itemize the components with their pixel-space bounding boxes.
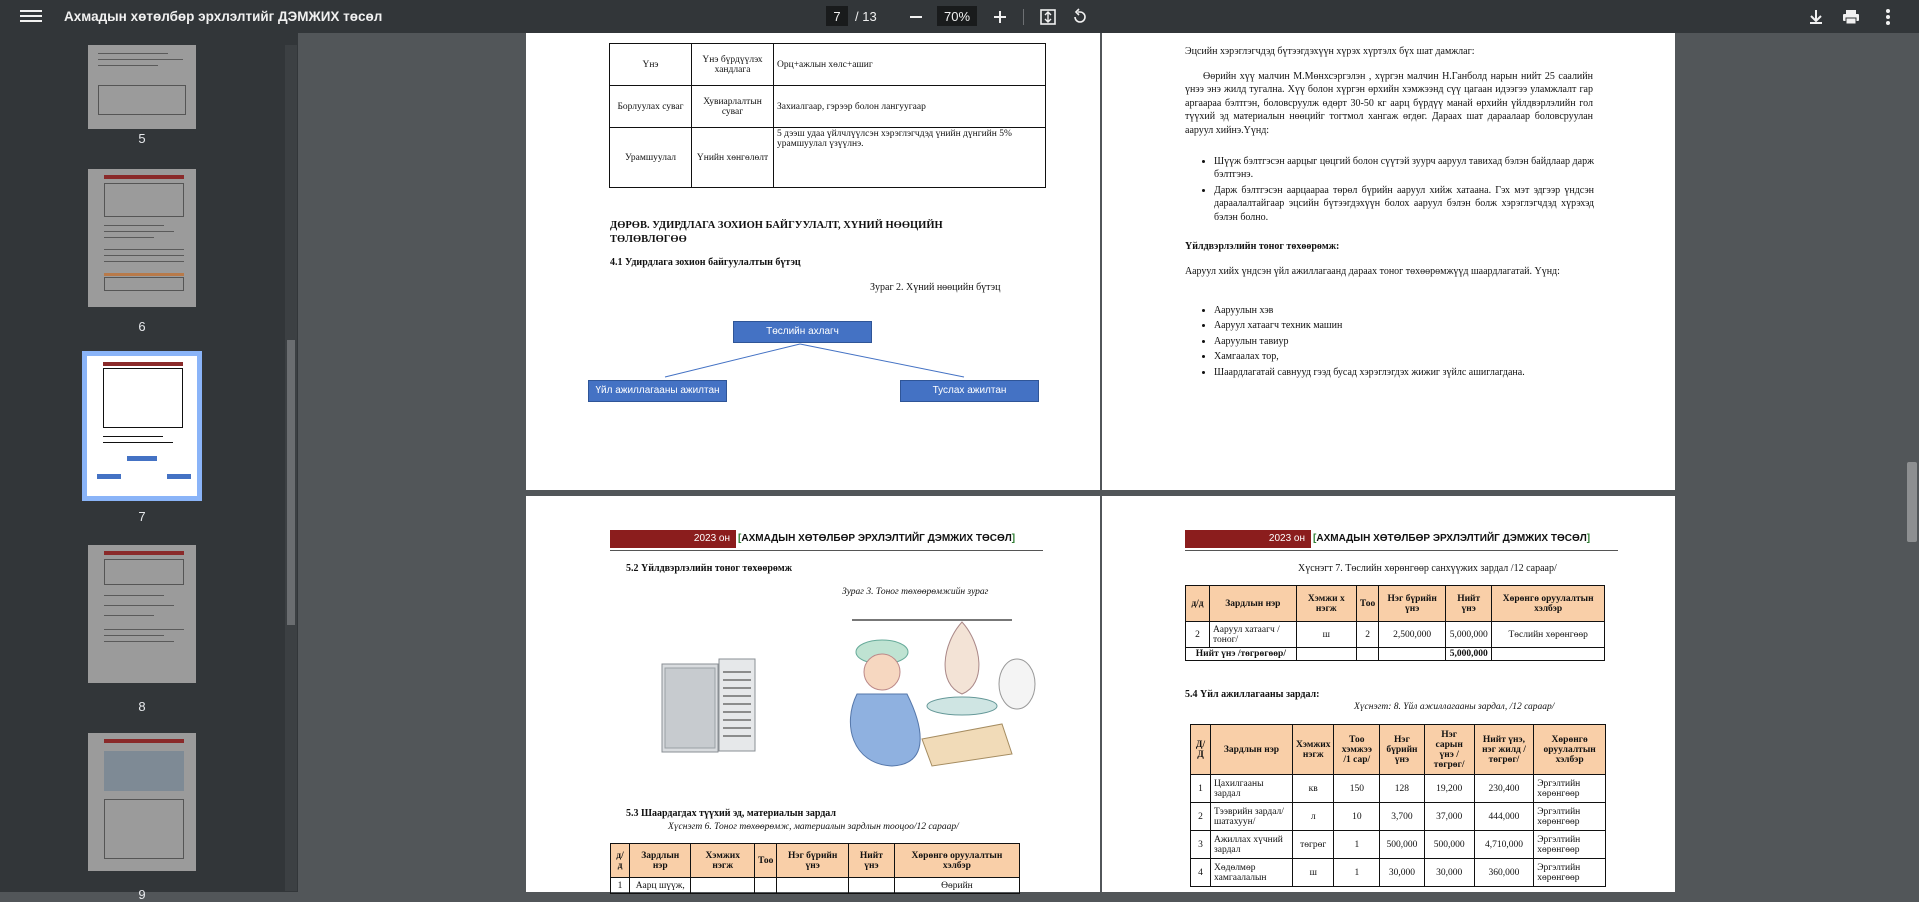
equipment-intro: Ааруул хийх үндсэн үйл ажиллагаанд дараах тоног төхөөрөмжүүд шаардлагатай. Үүнд: xyxy=(1185,266,1560,277)
table-cell: 360,000 xyxy=(1474,859,1534,887)
table-cell: Тээврийн зардал/шатахуун/ xyxy=(1211,803,1293,831)
table-cell: Төслийн хөрөнгөөр xyxy=(1492,622,1605,648)
table-cell: Хөдөлмөр хамгаалалын xyxy=(1211,859,1293,887)
list-item: • Дарж бэлтгэсэн аарцаараа төрөл бүрийн ааруул хийж хатаана. Гэх мэт эдгээр үндсэн дараалалтайгаар эцсийн бүтээгдэхүүн болох ааруул бэлэн болж хэрэглэгчдэд хүрэхэд бэлэн болно. xyxy=(1214,184,1594,224)
org-node-assistant: Туслах ажилтан xyxy=(900,380,1039,402)
intro-text: Эцсийн хэрэглэгчдэд бүтээгдэхүүн хүрэх хүртэлх бүх шат дамжлаг: xyxy=(1185,46,1475,57)
table-header-cell: Тоо xyxy=(755,844,777,878)
table-cell: 3 xyxy=(1191,831,1211,859)
table-caption: Хүснэгт: 8. Үйл ажиллагааны зардал, /12 сараар/ xyxy=(1354,702,1555,712)
list-item: • Хамгаалах тор, xyxy=(1214,350,1594,363)
table-cell: 30,000 xyxy=(1380,859,1425,887)
table-cell: 30,000 xyxy=(1424,859,1474,887)
table-cell: 230,400 xyxy=(1474,775,1534,803)
table-cell: 4,710,000 xyxy=(1474,831,1534,859)
equipment-heading: Үйлдвэрлэлийн тоног төхөөрөмж: xyxy=(1185,241,1340,252)
thumbnail-sidebar xyxy=(0,33,298,902)
table-cell: 128 xyxy=(1380,775,1425,803)
table-cell xyxy=(777,878,849,894)
table-header-cell: Зардлын нэр xyxy=(1210,586,1297,622)
table-cell: Эргэлтийн хөрөнгөөр xyxy=(1534,775,1606,803)
table-cell: 444,000 xyxy=(1474,803,1534,831)
pdf-toolbar xyxy=(0,0,1919,33)
table-cell: 500,000 xyxy=(1380,831,1425,859)
toolbar-divider xyxy=(1023,9,1024,25)
table-header-cell: Тоо хэмжээ /1 сар/ xyxy=(1334,725,1380,775)
table-cell: 1 xyxy=(1191,775,1211,803)
table-caption: Хүснэгт 6. Тоног төхөөрөмж, материалын зардлын тооцоо/12 сараар/ xyxy=(668,822,959,832)
section-heading: 5.3 Шаардагдах түүхий эд, материалын зардал xyxy=(626,808,836,819)
table-cell xyxy=(691,878,755,894)
more-icon[interactable] xyxy=(1876,5,1900,29)
section-heading: ДӨРӨВ. УДИРДЛАГА ЗОХИОН БАЙГУУЛАЛТ, ХҮНИЙ НӨӨЦИЙН ТӨЛӨВЛӨГӨӨ xyxy=(610,220,943,245)
org-node-leader: Төслийн ахлагч xyxy=(733,321,872,343)
header-title-text: АХМАДЫН ХӨТӨЛБӨР ЭРХЛЭЛТИЙГ ДЭМЖИХ ТӨСӨЛ xyxy=(1316,533,1587,544)
table-cell: 5,000,000 xyxy=(1446,622,1492,648)
thumbnail-page-8[interactable] xyxy=(88,545,196,683)
section-heading: 5.4 Үйл ажиллагааны зардал: xyxy=(1185,689,1320,700)
table-header-cell: Нийт үнэ xyxy=(848,844,894,878)
page-8-left xyxy=(526,496,1100,892)
table-header-cell: Нийт үнэ xyxy=(1446,586,1492,622)
table-total-label: Нийт үнэ /төгрөгөөр/ xyxy=(1186,648,1297,661)
list-item: • Шаардлагатай савнууд гээд бусад хэрэглэгдэх жижиг зүйлс ашиглагдана. xyxy=(1214,366,1594,379)
table-cell: 19,200 xyxy=(1424,775,1474,803)
zoom-input[interactable] xyxy=(937,6,977,26)
table-header-cell: Хэмжих нэгж xyxy=(1293,725,1334,775)
table-cell: 1 xyxy=(1334,859,1380,887)
table-cell: 2 xyxy=(1186,622,1210,648)
table-cell: Үнийн хөнгөлөлт xyxy=(692,128,774,188)
table-cell: ш xyxy=(1293,859,1334,887)
dryer-machine-image xyxy=(661,658,761,756)
table-header-cell: Д/Д xyxy=(1191,725,1211,775)
table-cell: Аарц шүүж, xyxy=(630,878,691,894)
thumbnail-label-7: 7 xyxy=(138,509,146,524)
table-cell: Цахилгааны зардал xyxy=(1211,775,1293,803)
operating-cost-table xyxy=(1190,724,1606,887)
org-node-operations: Үйл ажиллагааны ажилтан xyxy=(588,380,727,402)
page-control xyxy=(826,6,877,26)
table-cell: 3,700 xyxy=(1380,803,1425,831)
main-scroll-thumb[interactable] xyxy=(1907,462,1917,542)
list-item: • Ааруул хатаагч техник машин xyxy=(1214,319,1594,332)
table-cell: Ажиллах хүчний зардал xyxy=(1211,831,1293,859)
plus-icon[interactable] xyxy=(988,5,1012,29)
thumbnail-label-9: 9 xyxy=(138,887,146,902)
minus-icon[interactable] xyxy=(904,5,928,29)
thumbnail-label-8: 8 xyxy=(138,699,146,714)
table-header-cell: д/д xyxy=(611,844,630,878)
table-cell: Орц+ажлын хөлс+ашиг xyxy=(774,44,1046,86)
section-heading: 5.2 Үйлдвэрлэлийн тоног төхөөрөмж xyxy=(626,563,792,574)
table-cell: Өөрийн xyxy=(894,878,1019,894)
table-cell xyxy=(1492,648,1605,661)
table-cell: кв xyxy=(1293,775,1334,803)
list-item: • Шүүж бэлтгэсэн аарцыг цөцгий болон сүүтэй зуурч ааруул тавихад бэлэн байдлаар дарж бэлтгэнэ. xyxy=(1214,155,1594,182)
thumbnail-page-9[interactable] xyxy=(88,733,196,871)
page-7-right xyxy=(1102,33,1675,490)
table-cell xyxy=(1356,648,1378,661)
table-header-cell: Тоо xyxy=(1356,586,1378,622)
fit-page-icon[interactable] xyxy=(1036,5,1060,29)
table-header-cell: Хөрөнгө оруулалтын хэлбэр xyxy=(894,844,1019,878)
page-8-right xyxy=(1102,496,1675,892)
table-header-cell: Хөрөнгө оруулалтын хэлбэр xyxy=(1534,725,1606,775)
table-cell: 2 xyxy=(1191,803,1211,831)
page-total: / 13 xyxy=(855,8,877,24)
project-capital-table xyxy=(1185,585,1605,661)
table-header-cell: д/д xyxy=(1186,586,1210,622)
table-cell: Хувиарлалтын суваг xyxy=(692,86,774,128)
table-cell: 500,000 xyxy=(1424,831,1474,859)
table-header-cell: Нэг бүрийн үнэ xyxy=(1379,586,1446,622)
table-cell: ш xyxy=(1296,622,1356,648)
table-header-cell: Хэмжи х нэгж xyxy=(1296,586,1356,622)
table-total-value: 5,000,000 xyxy=(1446,648,1492,661)
materials-table xyxy=(610,843,1020,894)
header-year: 2023 он xyxy=(1185,530,1311,548)
aaruul-making-image xyxy=(812,614,1042,774)
header-title: [АХМАДЫН ХӨТӨЛБӨР ЭРХЛЭЛТИЙГ ДЭМЖИХ ТӨСӨЛ] xyxy=(738,533,1016,544)
header-title-text: АХМАДЫН ХӨТӨЛБӨР ЭРХЛЭЛТИЙГ ДЭМЖИХ ТӨСӨЛ xyxy=(741,533,1012,544)
table-cell: Эргэлтийн хөрөнгөөр xyxy=(1534,831,1606,859)
header-title: [АХМАДЫН ХӨТӨЛБӨР ЭРХЛЭЛТИЙГ ДЭМЖИХ ТӨСӨЛ] xyxy=(1313,533,1591,544)
table-header-cell: Зардлын нэр xyxy=(630,844,691,878)
table-header-cell: Нэг бүрийн үнэ xyxy=(777,844,849,878)
org-chart-connectors xyxy=(526,33,1100,490)
process-list xyxy=(1202,155,1594,226)
thumbnail-label-6: 6 xyxy=(138,319,146,334)
table-cell xyxy=(848,878,894,894)
header-underline xyxy=(610,550,1043,551)
table-cell: Ааруул хатаагч /тоног/ xyxy=(1210,622,1297,648)
table-cell: Борлуулах суваг xyxy=(610,86,692,128)
table-cell xyxy=(1379,648,1446,661)
table-cell xyxy=(1296,648,1356,661)
thumbnail-label-5: 5 xyxy=(138,131,146,146)
paragraph: Өөрийн хүү малчин М.Мөнхсэргэлэн , хүргэн малчин Н.Ганболд нарын нийт 25 саалийн үнээ энэ жилд тугална. Хүү болон хүргэн өрхийн хэмжээнд сүү цагаан идээгээ уламжлалт гар аргаараа бэлтгэн, боловсруулж өдөрт 30-50 кг аарц бүрдүү манай өрхийн үйлдвэрлэлийн гол түүхий эд материалын нөөцийг тогтмол хангаж өгдөг. Дараах шат дараалаар боловсруулан ааруул хийнэ.Үүнд: xyxy=(1185,71,1593,136)
table-cell: 150 xyxy=(1334,775,1380,803)
table-cell: 4 xyxy=(1191,859,1211,887)
thumbnail-page-7[interactable] xyxy=(82,351,202,501)
table-cell: Эргэлтийн хөрөнгөөр xyxy=(1534,859,1606,887)
subsection-heading: 4.1 Удирдлага зохион байгуулалтын бүтэц xyxy=(610,257,801,268)
table-cell: 2,500,000 xyxy=(1379,622,1446,648)
rotate-icon[interactable] xyxy=(1068,5,1092,29)
header-year: 2023 он xyxy=(610,530,736,548)
table-header-cell: Хөрөнгө оруулалтын хэлбэр xyxy=(1492,586,1605,622)
table-cell: Эргэлтийн хөрөнгөөр xyxy=(1534,803,1606,831)
table-header-cell: Нэг сарын үнэ /төгрөг/ xyxy=(1424,725,1474,775)
table-cell: Үнэ xyxy=(610,44,692,86)
table-cell: 37,000 xyxy=(1424,803,1474,831)
table-cell: 2 xyxy=(1356,622,1378,648)
table-cell xyxy=(755,878,777,894)
table-header-cell: Зардлын нэр xyxy=(1211,725,1293,775)
table-caption: Хүснэгт 7. Төслийн хөрөнгөөр санхүүжих зардал /12 сараар/ xyxy=(1298,563,1557,574)
table-cell: 10 xyxy=(1334,803,1380,831)
table-header-cell: Нэг бүрийн үнэ xyxy=(1380,725,1425,775)
table-cell: төгрөг xyxy=(1293,831,1334,859)
sidebar-scroll-thumb[interactable] xyxy=(287,340,295,625)
table-cell: Үнэ бүрдүүлэх хандлага xyxy=(692,44,774,86)
thumbnail-page-6[interactable] xyxy=(88,169,196,307)
download-icon[interactable] xyxy=(1804,5,1828,29)
table-cell: л xyxy=(1293,803,1334,831)
table-cell: 1 xyxy=(1334,831,1380,859)
table-cell: 1 xyxy=(611,878,630,894)
page-7-left xyxy=(526,33,1100,490)
page-number-input[interactable] xyxy=(826,6,848,26)
equipment-list xyxy=(1202,304,1594,381)
print-icon[interactable] xyxy=(1839,5,1863,29)
list-item: • Ааруулын хэв xyxy=(1214,304,1594,317)
figure-caption: Зураг 2. Хүний нөөцийн бүтэц xyxy=(870,282,1001,293)
menu-icon[interactable] xyxy=(20,7,42,25)
table-header-cell: Хэмжих нэгж xyxy=(691,844,755,878)
table-cell: Захиалгаар, гэрээр болон лангуугаар xyxy=(774,86,1046,128)
figure-caption: Зураг 3. Тоног төхөөрөмжийн зураг xyxy=(842,587,989,597)
table-cell: 5 дээш удаа үйлчлүүлсэн хэрэглэгчдэд үнийн дүнгийн 5% урамшуулал үзүүлнэ. xyxy=(774,128,1046,188)
document-title: Ахмадын хөтөлбөр эрхлэлтийг ДЭМЖИХ төсөл xyxy=(64,9,383,24)
header-underline xyxy=(1185,550,1618,551)
table-header-cell: Нийт үнэ, нэг жилд /төгрөг/ xyxy=(1474,725,1534,775)
list-item: • Ааруулын тавиур xyxy=(1214,335,1594,348)
thumbnail-page-5[interactable] xyxy=(88,45,196,129)
table-cell: Урамшуулал xyxy=(610,128,692,188)
